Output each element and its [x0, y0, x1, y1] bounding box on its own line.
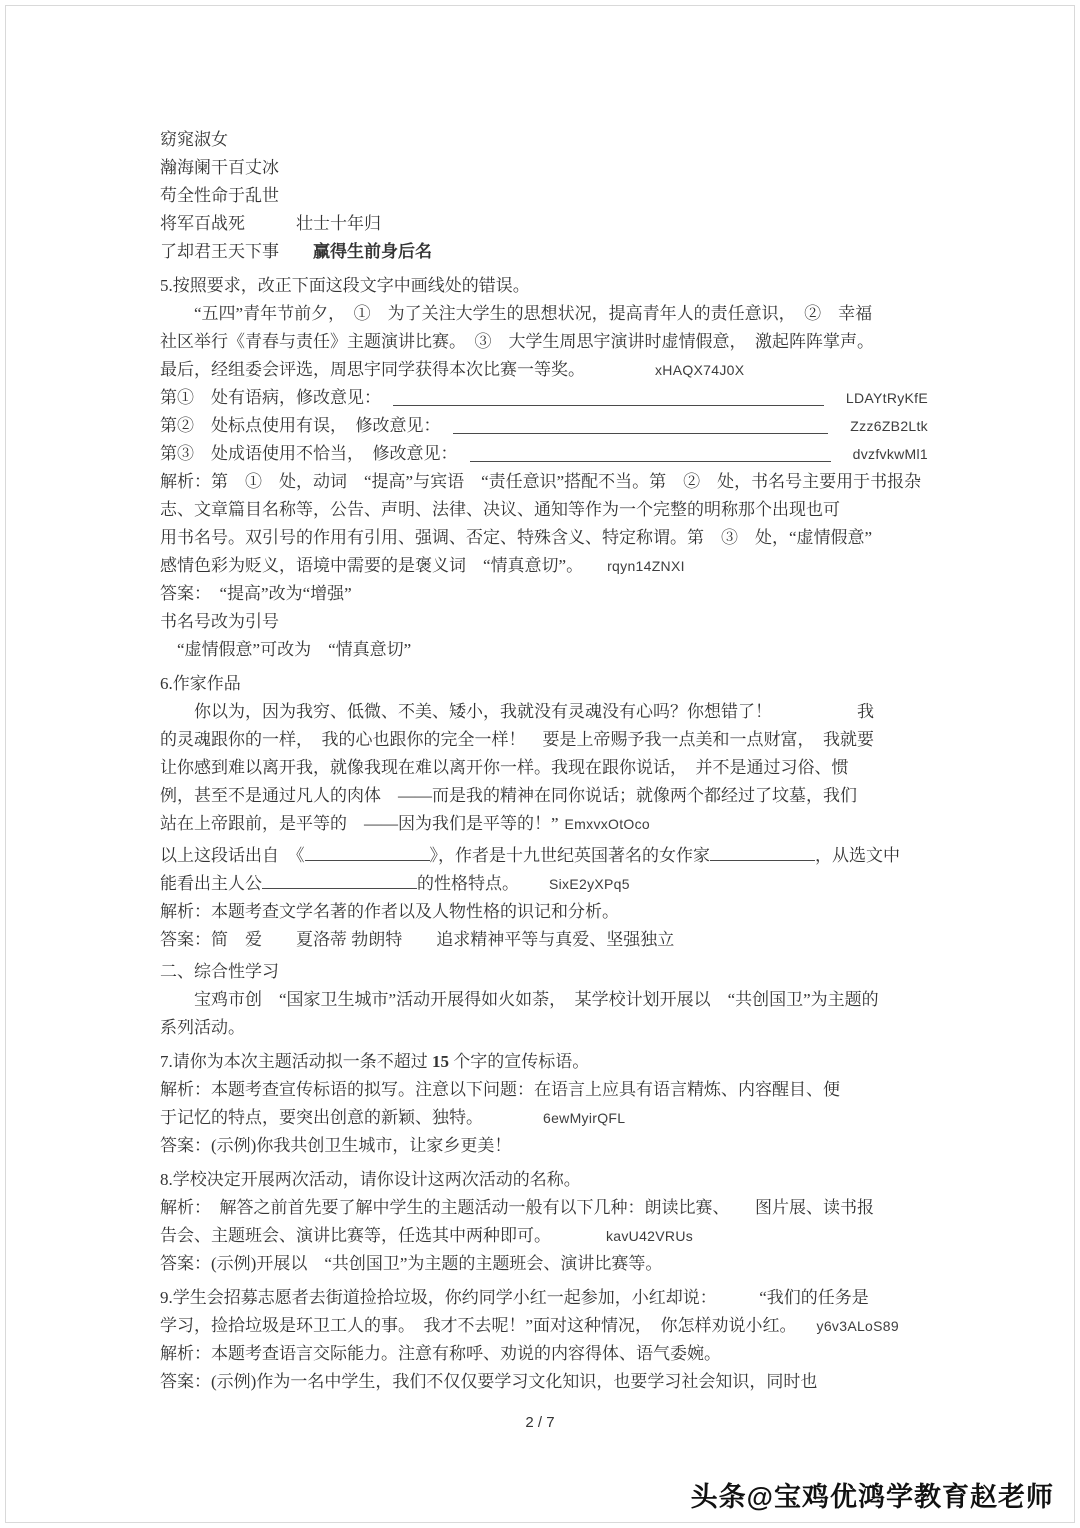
line-text-bold: 15 — [432, 1052, 449, 1071]
text-line — [160, 1076, 928, 1104]
line-text: 二、综合性学习 — [160, 962, 279, 981]
line-text: 答案：(示例)开展以 “共创国卫”为主题的主题班会、演讲比赛等。 — [160, 1254, 663, 1273]
text-line — [160, 552, 928, 580]
answer-blank — [710, 843, 815, 861]
text-line — [160, 698, 928, 726]
line-text: 窈窕淑女 — [160, 130, 228, 149]
line-text: 答案：简 爱 夏洛蒂 勃朗特 追求精神平等与真爱、坚强独立 — [160, 930, 675, 949]
line-text: 解析：本题考查文学名著的作者以及人物性格的识记和分析。 — [160, 902, 619, 921]
line-text: 你以为，因为我穷、低微、不美、矮小，我就没有灵魂没有心吗？你想错了！ 我 — [160, 702, 874, 721]
text-line — [160, 1368, 928, 1396]
line-text: 答案：(示例)你我共创卫生城市，让家乡更美！ — [160, 1136, 512, 1155]
text-line — [160, 300, 928, 328]
line-text: 让你感到难以离开我，就像我现在难以离开你一样。我现在跟你说话， 并不是通过习俗、惯 — [160, 758, 849, 777]
line-text: 瀚海阑干百丈冰 — [160, 158, 279, 177]
text-line — [160, 496, 928, 524]
text-line — [160, 238, 928, 266]
line-text: “五四”青年节前夕， ① 为了关注大学生的思想状况，提高青年人的责任意识， ② 幸福 — [160, 304, 873, 323]
text-line — [160, 210, 928, 238]
text-line — [160, 636, 928, 664]
line-text: 第② 处标点使用有误， 修改意见： — [160, 416, 441, 435]
answer-blank — [470, 440, 831, 462]
text-line — [160, 356, 928, 384]
line-text: 告会、主题班会、演讲比赛等，任选其中两种即可。 — [160, 1226, 551, 1245]
text-line — [160, 1014, 928, 1042]
text-line — [160, 1104, 928, 1132]
document-lines — [160, 126, 928, 1396]
line-text: 的性格特点。 — [417, 874, 519, 893]
line-text: 解析： 解答之前首先要了解中学生的主题活动一般有以下几种：朗读比赛、 图片展、读书报 — [160, 1198, 874, 1217]
line-text-bold: 赢得生前身后名 — [313, 242, 432, 261]
line-text: 能看出主人公 — [160, 874, 262, 893]
line-text: 8.学校决定开展两次活动，请你设计这两次活动的名称。 — [160, 1170, 581, 1189]
text-line — [160, 754, 928, 782]
line-text: 解析：本题考查语言交际能力。注意有称呼、劝说的内容得体、语气委婉。 — [160, 1344, 721, 1363]
text-line — [160, 182, 928, 210]
text-line — [160, 926, 928, 954]
line-text: 以上这段话出自 《 — [160, 846, 305, 865]
line-text: 》，作者是十九世纪英国著名的女作家 — [429, 846, 710, 865]
line-text: 答案：(示例)作为一名中学生，我们不仅仅要学习文化知识，也要学习社会知识，同时也 — [160, 1372, 818, 1391]
line-text: 苟全性命于乱世 — [160, 186, 279, 205]
text-line — [160, 1222, 928, 1250]
text-line — [160, 1194, 928, 1222]
answer-blank — [305, 843, 430, 861]
watermark-code: dvzfvkwMl1 — [852, 446, 928, 462]
answer-blank — [262, 871, 417, 889]
line-text: 例，甚至不是通过凡人的肉体 ——而是我的精神在同你说话；就像两个都经过了坟墓，我们 — [160, 786, 857, 805]
text-line — [160, 1312, 928, 1340]
text-line — [160, 1250, 928, 1278]
text-line — [160, 726, 928, 754]
text-line — [160, 958, 928, 986]
line-text: 系列活动。 — [160, 1018, 245, 1037]
line-text: 用书名号。双引号的作用有引用、强调、否定、特殊含义、特定称谓。第 ③ 处，“虚情假意” — [160, 528, 873, 547]
text-line — [160, 1166, 928, 1194]
text-line — [160, 126, 928, 154]
line-text: 将军百战死 壮士十年归 — [160, 214, 381, 233]
line-text: 个字的宣传标语。 — [449, 1052, 590, 1071]
line-text: 7.请你为本次主题活动拟一条不超过 — [160, 1052, 432, 1071]
text-line — [160, 580, 928, 608]
page-number: 2 / 7 — [525, 1414, 555, 1431]
watermark-code: LDAYtRyKfE — [845, 390, 928, 406]
line-text: 站在上帝跟前，是平等的 ——因为我们是平等的！” — [160, 814, 559, 833]
answer-blank — [453, 412, 829, 434]
text-line — [160, 870, 928, 898]
line-text: 5.按照要求，改正下面这段文字中画线处的错误。 — [160, 276, 530, 295]
line-text: 最后，经组委会评选，周思宇同学获得本次比赛一等奖。 — [160, 360, 585, 379]
line-text: 宝鸡市创 “国家卫生城市”活动开展得如火如荼， 某学校计划开展以 “共创国卫”为主题的 — [160, 990, 879, 1009]
line-text: 于记忆的特点，要突出创意的新颖、独特。 — [160, 1108, 483, 1127]
text-line — [160, 1048, 928, 1076]
text-line — [160, 1340, 928, 1368]
line-text: 答案： “提高”改为“增强” — [160, 584, 352, 603]
text-line — [160, 328, 928, 356]
watermark-code: EmxvxOtOco — [564, 816, 651, 832]
line-text: 感情色彩为贬义，语境中需要的是褒义词 “情真意切”。 — [160, 556, 584, 575]
line-text: 了却君王天下事 — [160, 242, 313, 261]
text-line — [160, 782, 928, 810]
watermark-code: 6ewMyirQFL — [543, 1110, 626, 1126]
line-text: 第① 处有语病，修改意见： — [160, 388, 381, 407]
text-line — [160, 898, 928, 926]
text-line — [160, 1132, 928, 1160]
text-line — [160, 608, 928, 636]
text-line — [160, 1284, 928, 1312]
line-text: 的灵魂跟你的一样， 我的心也跟你的完全一样！ 要是上帝赐予我一点美和一点财富， 我就要 — [160, 730, 874, 749]
watermark-code: xHAQX74J0X — [655, 362, 745, 378]
text-line — [160, 842, 928, 870]
text-line — [160, 154, 928, 182]
watermark-code: SixE2yXPq5 — [549, 876, 630, 892]
watermark-code: kavU42VRUs — [606, 1228, 694, 1244]
line-text: 书名号改为引号 — [160, 612, 279, 631]
text-line — [160, 412, 928, 440]
text-line — [160, 384, 928, 412]
text-line — [160, 810, 928, 838]
answer-blank — [393, 384, 824, 406]
line-text: 社区举行《青春与责任》主题演讲比赛。 ③ 大学生周思宇演讲时虚情假意， 激起阵阵掌声。 — [160, 332, 874, 351]
line-text: 学习，捡拾垃圾是环卫工人的事。 我才不去呢！”面对这种情况， 你怎样劝说小红。 — [160, 1316, 797, 1335]
line-text: 第③ 处成语使用不恰当， 修改意见： — [160, 444, 458, 463]
text-line — [160, 986, 928, 1014]
watermark-code: rqyn14ZNXI — [607, 558, 685, 574]
line-text: 6.作家作品 — [160, 674, 241, 693]
line-text: 9.学生会招募志愿者去街道捡拾垃圾，你约同学小红一起参加，小红却说： “我们的任务是 — [160, 1288, 869, 1307]
text-line — [160, 468, 928, 496]
line-text: ，从选文中 — [815, 846, 900, 865]
watermark-code: Zzz6ZB2Ltk — [850, 418, 928, 434]
text-line — [160, 670, 928, 698]
line-text: 志、文章篇目名称等，公告、声明、法律、决议、通知等作为一个完整的明称那个出现也可 — [160, 500, 840, 519]
line-text: 解析：本题考查宣传标语的拟写。注意以下问题：在语言上应具有语言精炼、内容醒目、便 — [160, 1080, 840, 1099]
text-line — [160, 524, 928, 552]
watermark-text: 头条@宝鸡优鸿学教育赵老师 — [690, 1482, 1054, 1512]
text-line — [160, 440, 928, 468]
line-text: “虚情假意”可改为 “情真意切” — [160, 640, 412, 659]
text-line — [160, 272, 928, 300]
watermark-code: y6v3ALoS89 — [816, 1318, 899, 1334]
line-text: 解析：第 ① 处，动词 “提高”与宾语 “责任意识”搭配不当。第 ② 处，书名号主要用于书报杂 — [160, 472, 922, 491]
